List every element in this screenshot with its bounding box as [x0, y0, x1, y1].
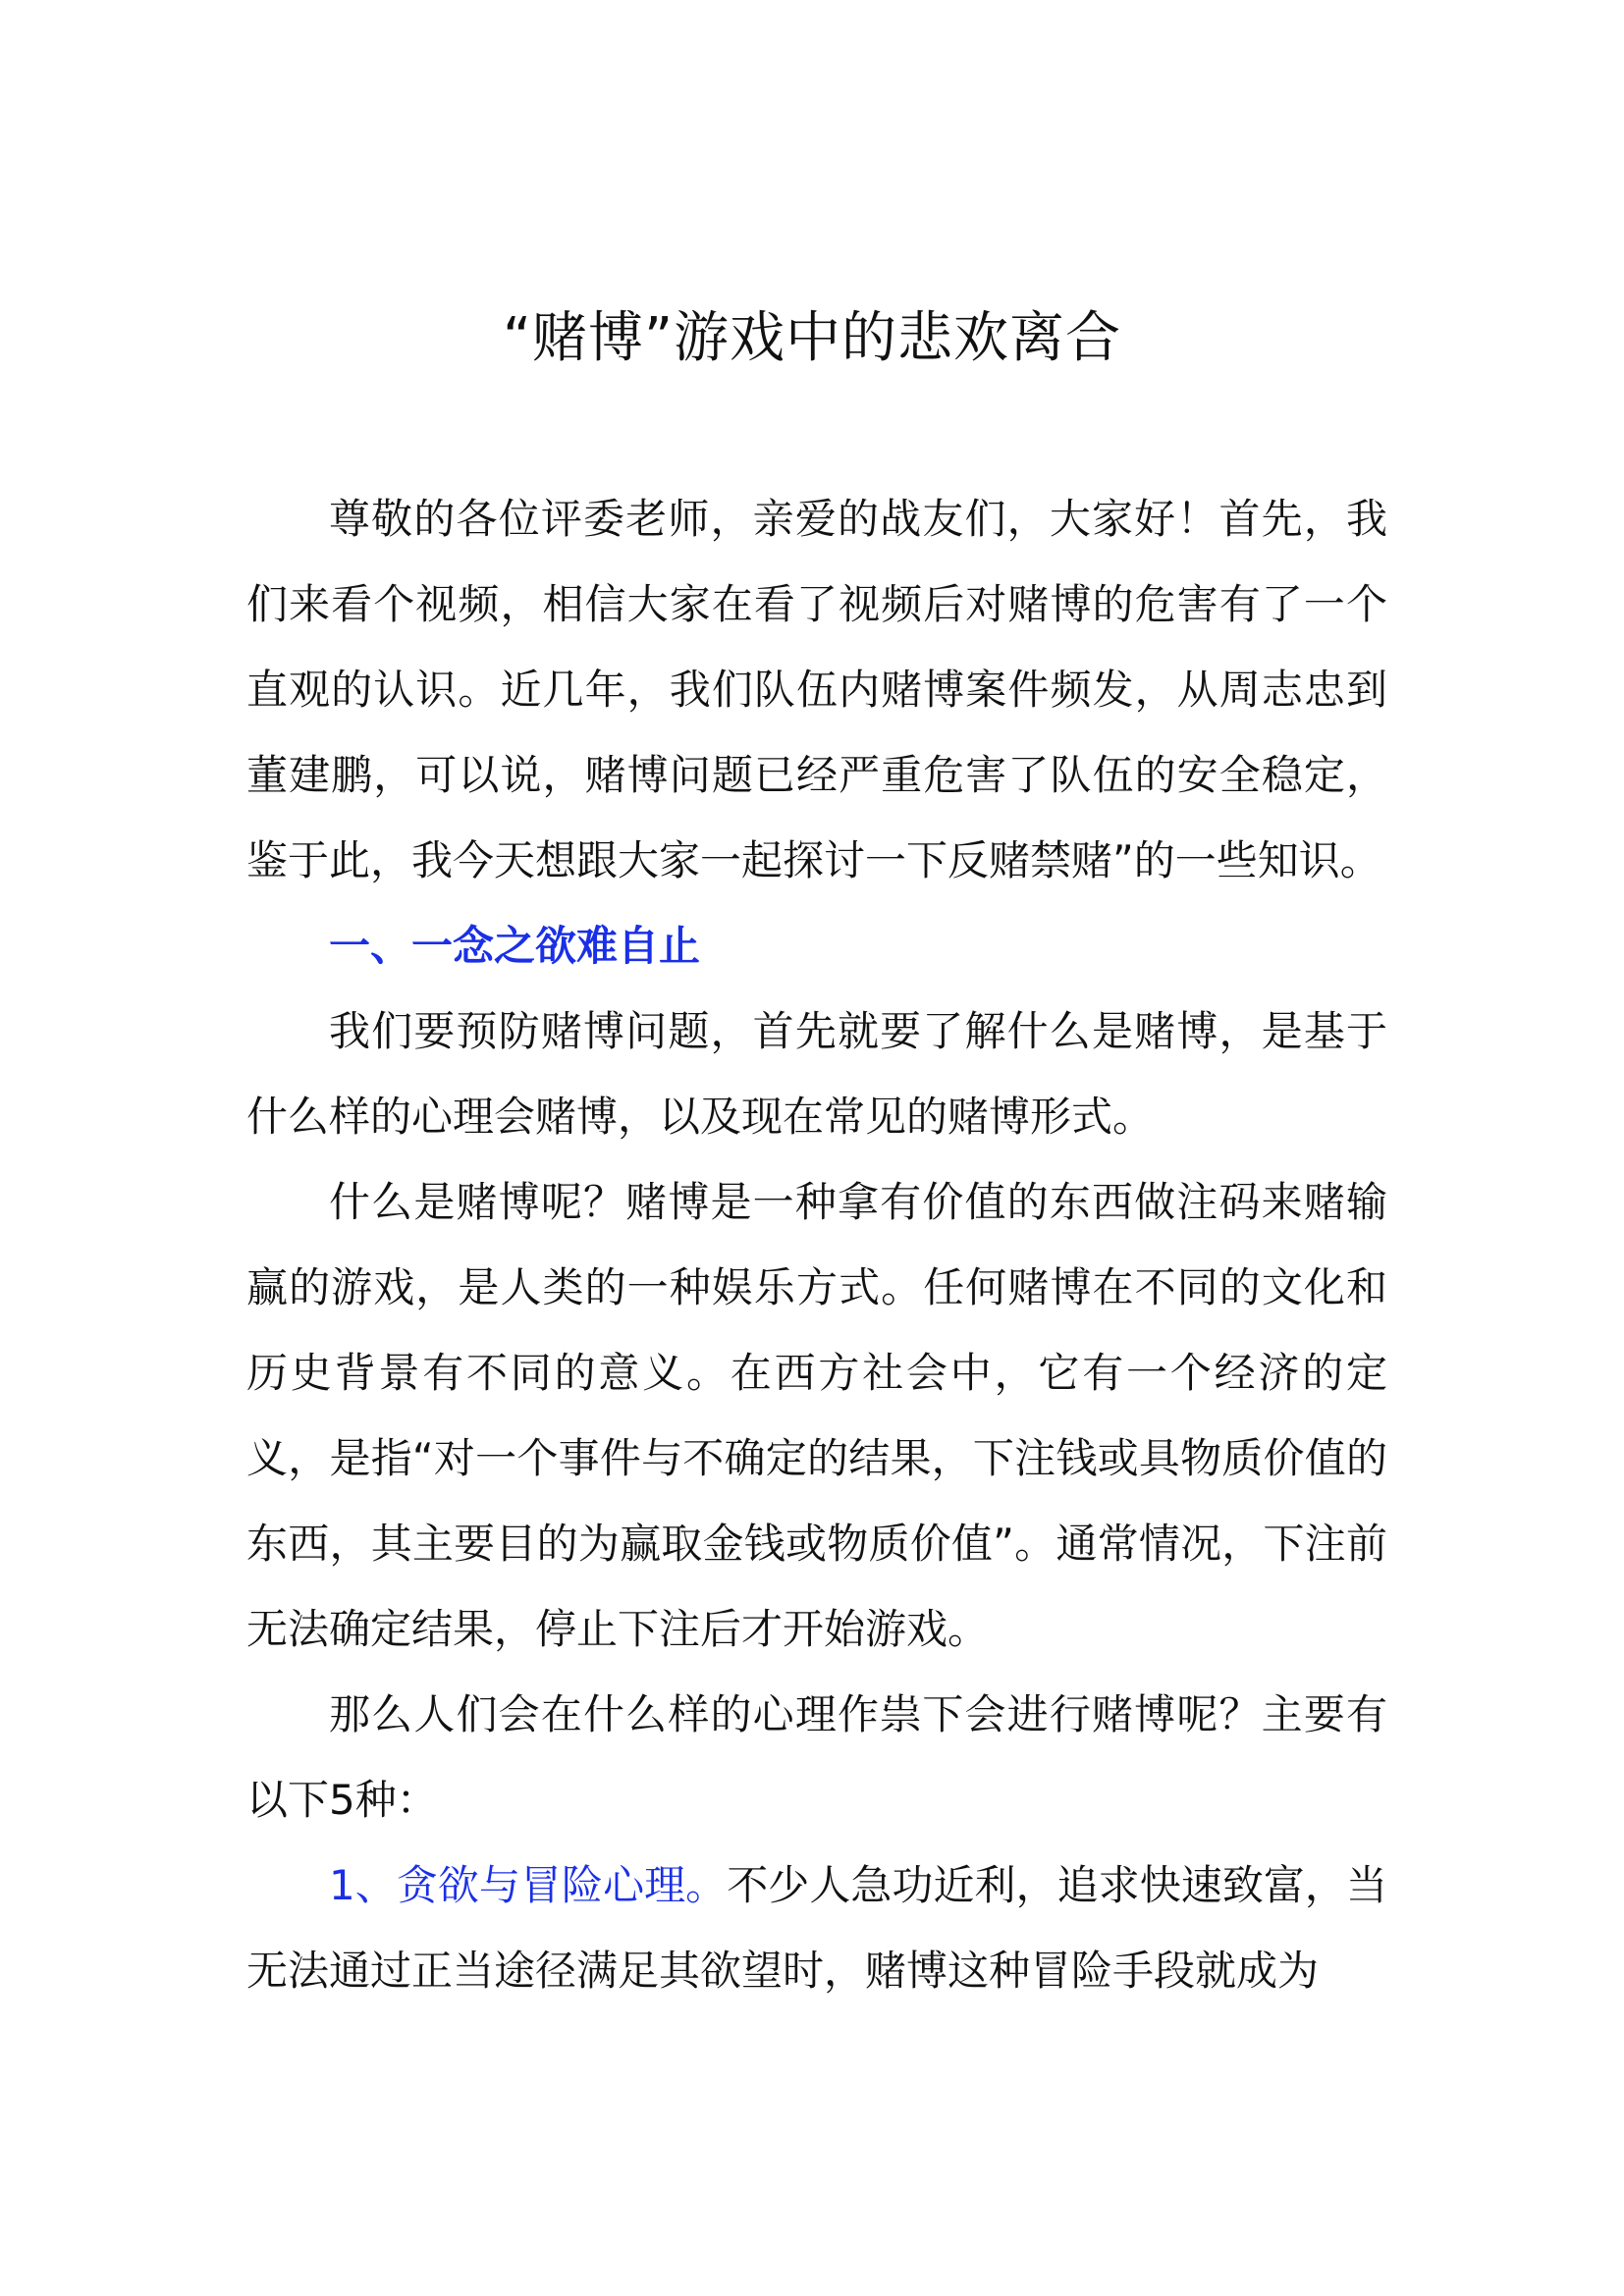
paragraph: 我们要预防赌博问题，首先就要了解什么是赌博，是基于什么样的心理会赌博，以及现在常见的赌博形式。	[246, 1007, 1387, 1141]
paragraph: 什么是赌博呢？赌博是一种拿有价值的东西做注码来赌输赢的游戏，是人类的一种娱乐方式。任何赌博在不同的文化和历史背景有不同的意义。在西方社会中，它有一个经济的定义，是指“对一个事件与不确定的结果，下注钱或具物质价值的东西，其主要目的为赢取金钱或物质价值”。通常情况，下注前无法确定结果，停止下注后才开始游戏。	[246, 1178, 1387, 1653]
page-title: “赌博”游戏中的悲欢离合	[502, 306, 1122, 370]
list-item-text: 不少人急功近利，追求快速致富，当无法通过正当途径满足其欲望时，赌博这种冒险手段就成为	[246, 1861, 1387, 1995]
paragraph: 那么人们会在什么样的心理作祟下会进行赌博呢？主要有以下5种：	[246, 1690, 1387, 1824]
paragraph-intro: 尊敬的各位评委老师，亲爱的战友们，大家好！首先，我们来看个视频，相信大家在看了视频后对赌博的危害有了一个直观的认识。近几年，我们队伍内赌博案件频发，从周志忠到董建鹏，可以说，赌博问题已经严重危害了队伍的安全稳定，鉴于此，我今天想跟大家一起探讨一下反赌禁赌”的一些知识。	[246, 495, 1387, 884]
list-item-lead: 1、贪欲与冒险心理。	[329, 1861, 728, 1909]
paragraph-list-item	[246, 1842, 1387, 2013]
section-heading: 一、一念之欲难自止	[329, 922, 701, 970]
document-body	[246, 476, 1387, 2013]
